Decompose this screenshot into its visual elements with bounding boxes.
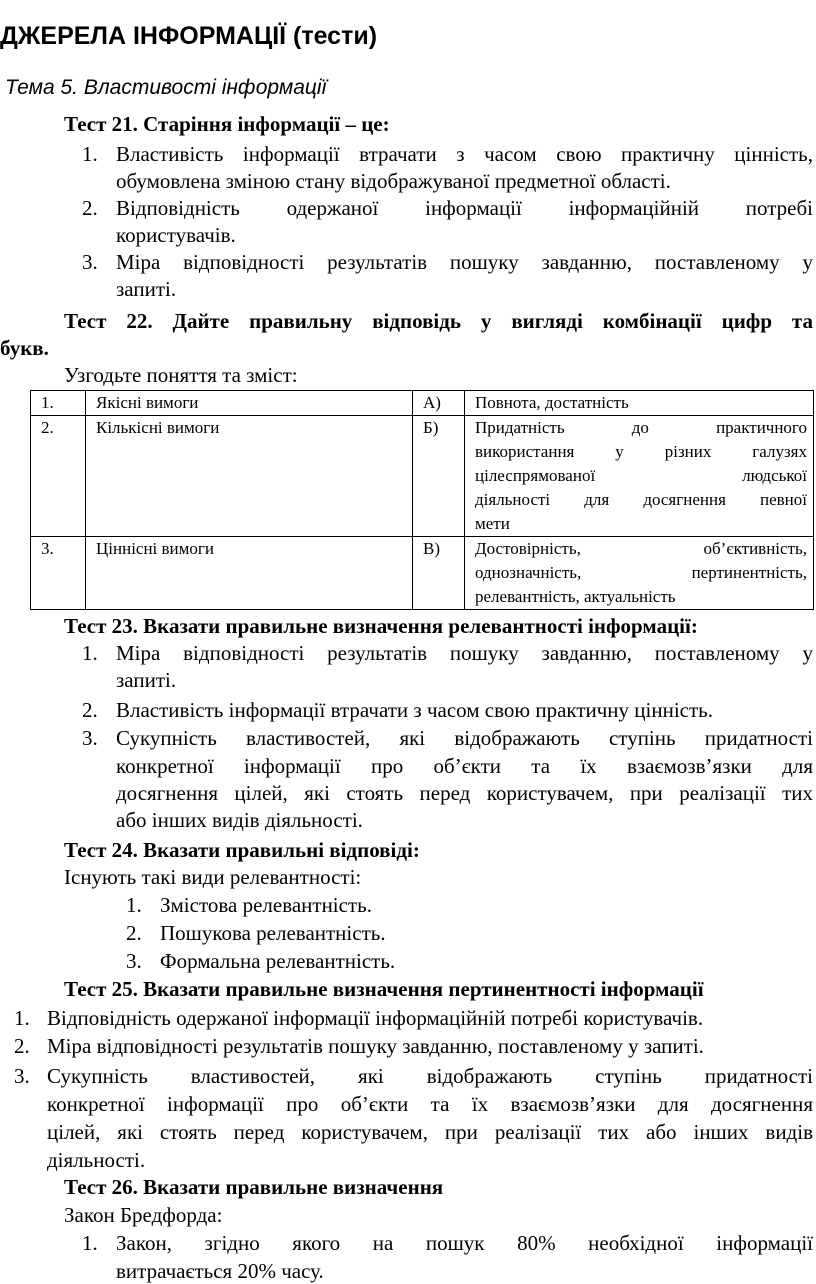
list-item-text: Властивість інформації втрачати з часом свою практичну цінність. — [116, 698, 713, 722]
table-row — [31, 416, 814, 537]
list-number: 2. — [14, 1034, 30, 1058]
list-item-text: Пошукова релевантність. — [160, 921, 386, 945]
test26-heading: Тест 26. Вказати правильне визначення — [64, 1175, 444, 1199]
list-number: 1. — [82, 1231, 98, 1255]
test24-heading: Тест 24. Вказати правильні відповіді: — [64, 838, 420, 862]
list-number: 3. — [14, 1064, 30, 1088]
list-number: 3. — [82, 726, 98, 750]
list-number: 3. — [82, 250, 98, 274]
list-item-text: Міра відповідності результатів пошуку завданню, поставленому у запиті. — [47, 1034, 704, 1058]
list-number: 1. — [14, 1006, 30, 1030]
list-item-text: запиті. — [116, 668, 177, 692]
table-cell-number: 3. — [31, 537, 86, 610]
topic-heading: Тема 5. Властивості інформації — [5, 76, 327, 99]
list-item-text: обумовлена зміною стану відображуваної предметної області. — [116, 169, 671, 193]
table-cell-letter: В) — [413, 537, 465, 610]
table-cell-concept: Кількісні вимоги — [86, 416, 413, 537]
matching-table — [30, 390, 814, 610]
list-item-text: Відповідність одержаної інформації інформаційній потребі — [116, 196, 813, 220]
table-cell-letter: А) — [413, 391, 465, 416]
list-item-text: конкретної інформації про об’єкти та їх взаємозв’язки для досягнення — [47, 1092, 813, 1116]
table-cell-content: Придатність до практичного використання у різних галузях цілеспрямованої людської діяльності для досягнення певної мети — [465, 416, 814, 537]
test22-intro: Узгодьте поняття та зміст: — [64, 363, 298, 387]
list-item-text: Формальна релевантність. — [160, 949, 396, 973]
list-item-text: Сукупність властивостей, які відображають ступінь придатності — [47, 1064, 813, 1088]
list-number: 1. — [82, 641, 98, 665]
list-number: 3. — [126, 949, 142, 973]
test21-heading: Тест 21. Старіння інформації – це: — [64, 112, 390, 136]
list-item-text: конкретної інформації про об’єкти та їх взаємозв’язки для — [116, 754, 813, 778]
test26-intro: Закон Бредфорда: — [64, 1203, 223, 1227]
test23-heading: Тест 23. Вказати правильне визначення релевантності інформації: — [64, 614, 698, 638]
list-number: 1. — [126, 893, 142, 917]
list-item-text: витрачається 20% часу. — [116, 1259, 324, 1283]
test24-intro: Існують такі види релевантності: — [64, 865, 362, 889]
table-row — [31, 537, 814, 610]
table-cell-concept: Якісні вимоги — [86, 391, 413, 416]
table-cell-concept: Ціннісні вимоги — [86, 537, 413, 610]
list-item-text: або інших видів діяльності. — [116, 808, 363, 832]
table-row — [31, 391, 814, 416]
list-item-text: Властивість інформації втрачати з часом свою практичну цінність, — [116, 142, 813, 166]
list-item-text: цілей, які стоять перед користувачем, при реалізації тих або інших видів — [47, 1120, 813, 1144]
list-number: 2. — [126, 921, 142, 945]
list-item-text: Сукупність властивостей, які відображають ступінь придатності — [116, 726, 813, 750]
table-cell-content: Повнота, достатність — [465, 391, 814, 416]
test22-heading-cont: букв. — [0, 336, 49, 360]
list-item-text: запиті. — [116, 277, 177, 301]
list-item-text: досягнення цілей, які стоять перед користувачем, при реалізації тих — [116, 781, 813, 805]
list-item-text: Міра відповідності результатів пошуку завданню, поставленому у — [116, 641, 813, 665]
table-cell-number: 2. — [31, 416, 86, 537]
test25-heading: Тест 25. Вказати правильне визначення пертинентності інформації — [64, 977, 704, 1001]
list-item-text: Відповідність одержаної інформації інформаційній потребі користувачів. — [47, 1006, 704, 1030]
table-cell-letter: Б) — [413, 416, 465, 537]
table-cell-number: 1. — [31, 391, 86, 416]
test22-heading: Тест 22. Дайте правильну відповідь у вигляді комбінації цифр та — [64, 309, 813, 333]
list-item-text: Міра відповідності результатів пошуку завданню, поставленому у — [116, 250, 813, 274]
page-title: ДЖЕРЕЛА ІНФОРМАЦІЇ (тести) — [0, 22, 378, 50]
list-number: 1. — [82, 142, 98, 166]
list-item-text: Закон, згідно якого на пошук 80% необхідної інформації — [116, 1231, 813, 1255]
list-item-text: Змістова релевантність. — [160, 893, 372, 917]
table-cell-content: Достовірність, об’єктивність, однозначність, пертинентність, релевантність, актуальність — [465, 537, 814, 610]
list-item-text: діяльності. — [47, 1148, 146, 1172]
list-number: 2. — [82, 698, 98, 722]
list-number: 2. — [82, 196, 98, 220]
list-item-text: користувачів. — [116, 223, 236, 247]
